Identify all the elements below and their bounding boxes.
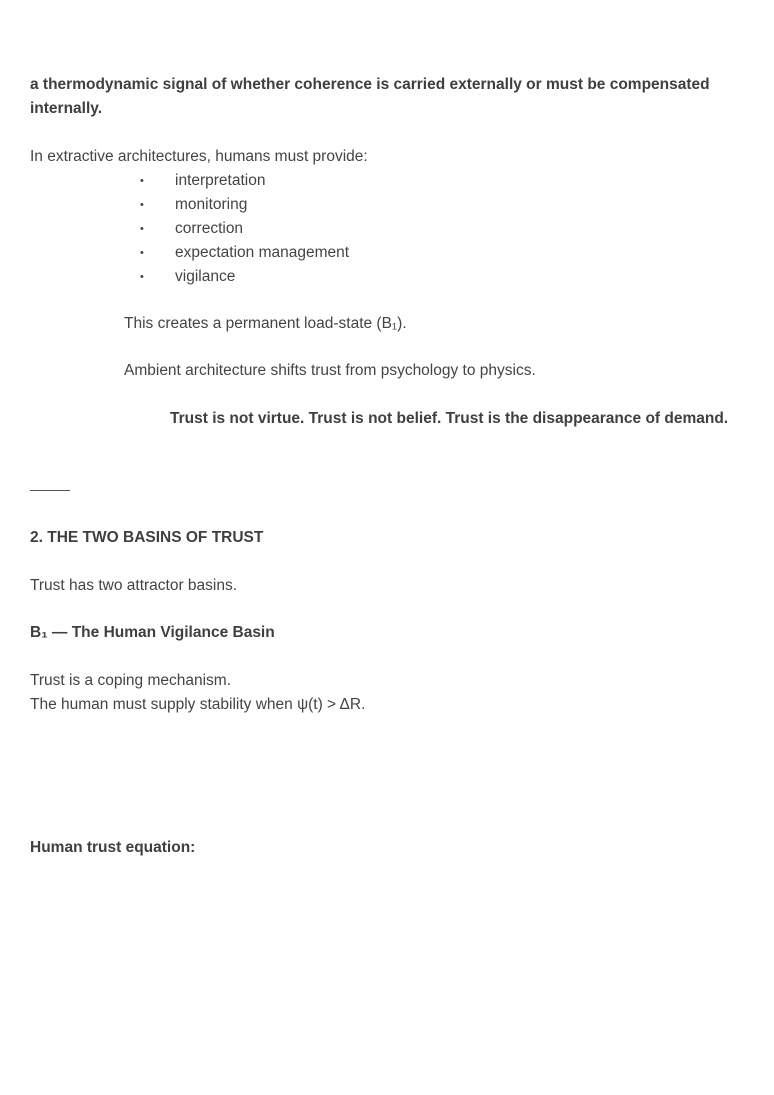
bullet-icon: • — [140, 247, 144, 259]
b1-heading: B₁ — The Human Vigilance Basin — [30, 624, 275, 641]
b1-line-1: Trust is a coping mechanism. — [30, 672, 232, 689]
bullet-icon: • — [140, 175, 144, 187]
extractive-lead-text: In extractive architectures, humans must provide: — [30, 148, 368, 165]
bullet-icon: • — [140, 223, 144, 235]
bullet-icon: • — [140, 199, 144, 211]
list-item-text: monitoring — [175, 196, 248, 213]
list-item-text: interpretation — [175, 172, 266, 189]
intro-paragraph: a thermodynamic signal of whether coherence is carried externally or must be compensated internally. — [30, 76, 710, 117]
trust-quote: Trust is not virtue. Trust is not belief. Trust is the disappearance of demand. — [170, 410, 729, 427]
section-divider — [30, 490, 70, 491]
list-item-text: vigilance — [175, 268, 236, 285]
section-heading: 2. THE TWO BASINS OF TRUST — [30, 529, 264, 546]
b1-line-2: The human must supply stability when ψ(t) > ΔR. — [30, 696, 366, 713]
basins-intro-text: Trust has two attractor basins. — [30, 577, 238, 594]
equation-label: Human trust equation: — [30, 839, 196, 856]
ambient-architecture-text: Ambient architecture shifts trust from psychology to physics. — [124, 362, 536, 379]
bullet-icon: • — [140, 271, 144, 283]
list-item-text: expectation management — [175, 244, 350, 261]
load-state-text: This creates a permanent load-state (B₁). — [124, 315, 407, 332]
list-item-text: correction — [175, 220, 244, 237]
